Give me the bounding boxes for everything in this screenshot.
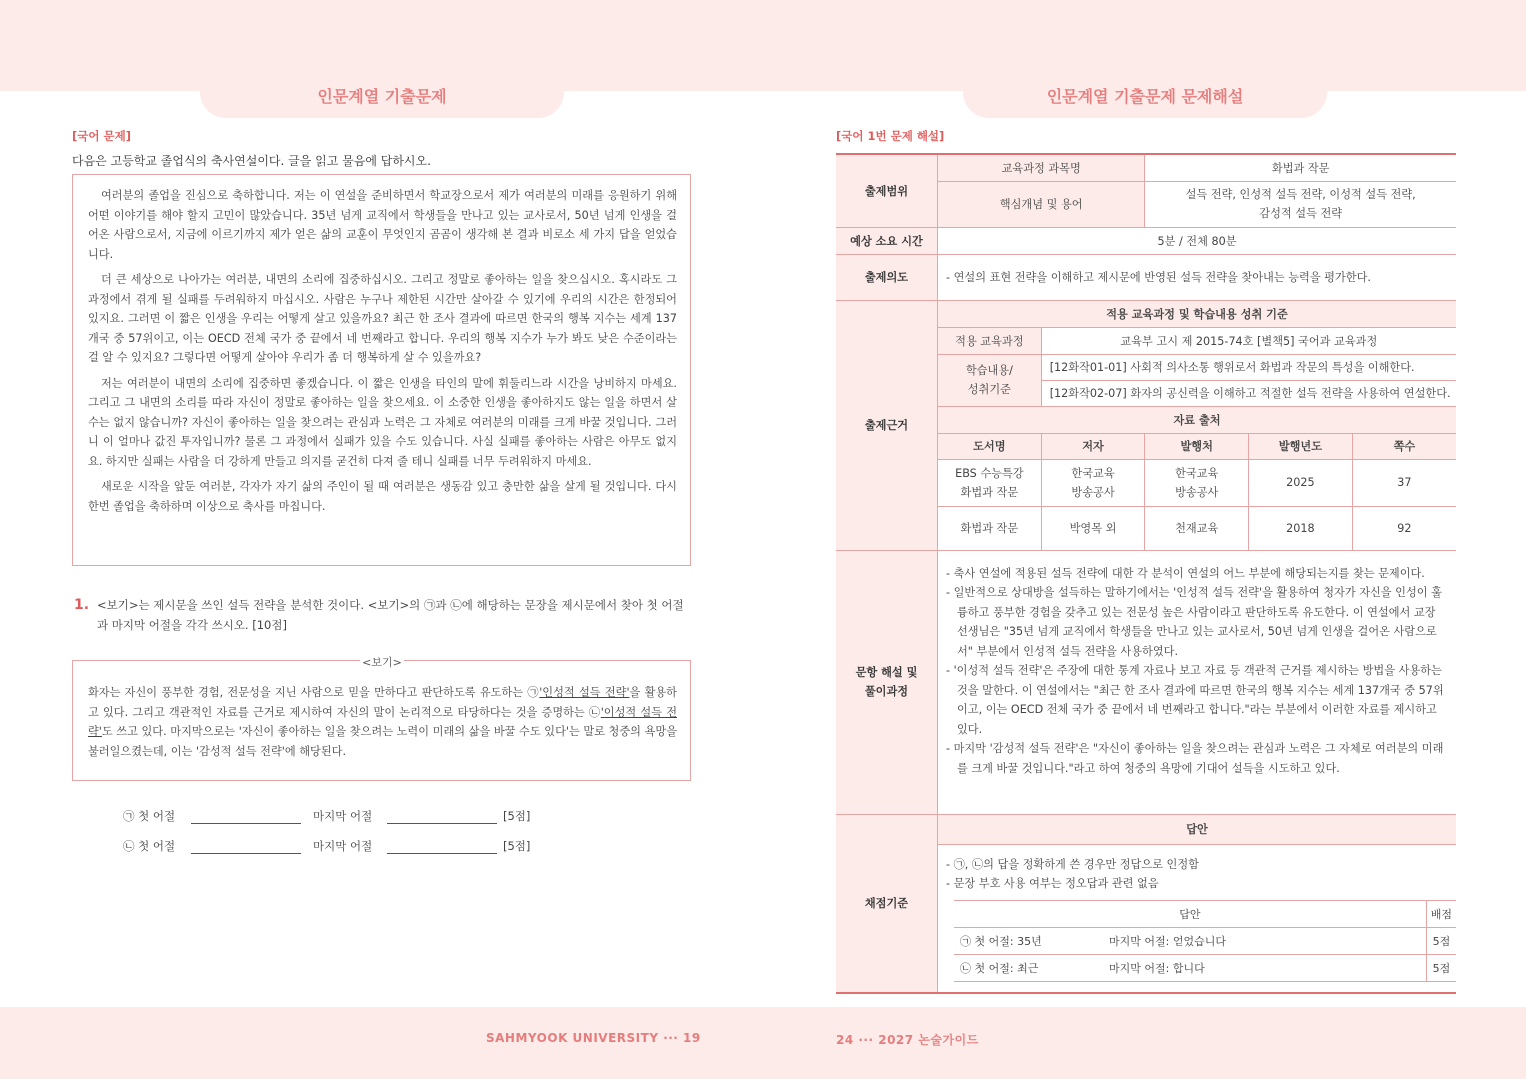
question-intro: 다음은 고등학교 졸업식의 축사연설이다. 글을 읽고 물음에 답하시오. [72,154,431,168]
score-head-answer: 답안 [954,900,1426,927]
scope-label: 출제범위 [836,154,938,227]
answer-blank-last[interactable] [387,823,497,824]
explain-item: - 일반적으로 상대방을 설득하는 말하기에서는 '인성적 설득 전략'을 활용하여 청자가 자신을 인성이 훌륭하고 풍부한 경험을 갖추고 있는 전문성 높은 사람이라고 판단하도록 유도한다. 이 연설에서 교장 선생님은 "35년 넘게 교직에서 학생들을 만나고 있는 교사로서, 50년 넘게 인생을 걸어온 사람으로서" 부분에서 인성적 설득 전략을 사용하였다. [946,586,1442,658]
source-book: 화법과 작문 [938,506,1042,550]
source-publisher-line: 방송공사 [1175,485,1219,499]
passage-paragraph: 더 큰 세상으로 나아가는 여러분, 내면의 소리에 집중하십시오. 그리고 정말로 좋아하는 일을 찾으십시오. 혹시라도 그 과정에서 겪게 될 실패를 두려워하지 마십시오. 사람은 누구나 제한된 시간만 살아갈 수 있기에 우리의 시간은 한정되어 있지요. 그러면 이 짧은 인생을 우리는 어떻게 살고 있을까요? 최근 한 조사 결과에 따르면 한국의 행복 지수는 세계 137개국 중 57위이고, 이는 OECD 전체 국가 중 끝에서 네 번째라고 합니다. 우리의 행복 지수가 누가 봐도 낮은 수준이라는 걸 알 수 있지요? 그렇다면 어떻게 살아야 우리가 좀 더 행복하게 살 수 있을까요? [88,273,677,364]
standards-head: 적용 교육과정 및 학습내용 성취 기준 [938,300,1457,327]
explain-item: - 마지막 '감성적 설득 전략'은 "자신이 좋아하는 일을 찾으려는 관심과 노력은 그 자체로 여러분의 미래를 크게 바꿀 것입니다."라고 하여 청중의 욕망에 기대어 설득을 시도하고 있다. [946,742,1444,775]
basis-label: 출제근거 [836,300,938,550]
achieve-standard-1: [12화작01-01] 사회적 의사소통 행위로서 화법과 작문의 특성을 이해한다. [1041,354,1456,380]
source-col-author: 저자 [1041,433,1145,459]
explain-item: - '이성적 설득 전략'은 주장에 대한 통계 자료나 보고 자료 등 객관적 근거를 제시하는 방법을 사용하는 것을 말한다. 이 연설에서는 "최근 한 조사 결과에 따르면 한국의 행복 지수는 세계 137개국 중 57위이고, 이는 OECD 전체 국가 중 끝에서 네 번째라고 합니다."라는 부분에서 이러한 자료를 제시하고 있다. [946,664,1444,736]
right-footer: 24 ··· 2027 논술가이드 [836,1033,979,1047]
answer-head: 답안 [938,814,1457,844]
answer-first-label: ㉡ 첫 어절 [123,839,176,853]
bogi-underline-1: '인성적 설득 전략' [539,686,630,699]
achieve-label [938,354,1042,406]
passage-paragraph: 여러분의 졸업을 진심으로 축하합니다. 저는 이 연설을 준비하면서 학교장으로서 제가 여러분의 미래를 응원하기 위해 어떤 이야기를 해야 할지 고민이 많았습니다. 35년 넘게 교직에서 학생들을 만나고 있는 교사로서, 50년 넘게 인생을 걸어온 사람으로서, 지금에 이르기까지 제가 얻은 삶의 교훈이 무엇인지 곰곰이 생각해 본 결과 비로소 세 가지 답을 얻었습니다. [88,189,677,261]
table-row [954,954,1456,981]
score-table [954,900,1456,982]
grading-note: - 문장 부호 사용 여부는 정오답과 관련 없음 [946,877,1159,890]
score-points: 5점 [1426,954,1456,981]
source-pages: 92 [1352,506,1456,550]
key-concepts-line: 설득 전략, 인성적 설득 전략, 이성적 설득 전략, [1185,188,1416,201]
score-first: ㉡ 첫 어절: 최근 [954,954,1109,981]
passage-paragraph: 저는 여러분이 내면의 소리에 집중하면 좋겠습니다. 이 짧은 인생을 타인의 말에 휘둘리느라 시간을 낭비하지 마세요. 그리고 그 내면의 소리를 따라 자신이 정말로 좋아하는 일을 찾으세요. 이 소중한 인생을 좋아하지도 않는 일을 하면서 살 수는 없지 않습니까? 자신이 좋아하는 일을 찾으려는 관심과 노력은 그 자체로 여러분의 미래를 크게 바꿀 것입니다. 그러니 이 얼마나 값진 투자입니까? 물론 그 과정에서 실패가 있을 수도 있습니다. 사실 실패를 좋아하는 사람은 아무도 없지요. 하지만 실패는 사람을 더 강하게 만들고 의지를 굳건히 다져 줄 테니 실패를 너무 두려워하지 마세요. [88,376,677,468]
source-book-line: EBS 수능특강 [955,466,1024,480]
source-year: 2025 [1249,459,1353,506]
source-year: 2018 [1249,506,1353,550]
grading-body [938,844,1457,993]
bogi-underline-2: '이성적 설득 전략' [88,705,678,738]
right-page-title: 인문계열 기출문제 문제해설 [963,72,1327,118]
bogi-text: 을 활용하고 있다. 그리고 객관적인 자료를 근거로 제시하여 자신의 말이 논리적으로 타당하다는 것을 증명하는 ㉡ [88,686,677,719]
key-concepts-line: 감성적 설득 전략 [1259,207,1343,220]
source-book [938,459,1042,506]
explain-body [938,550,1457,814]
answer-points: [5점] [503,809,531,823]
answer-points: [5점] [503,839,531,853]
passage-paragraph: 새로운 시작을 앞둔 여러분, 각자가 자기 삶의 주인이 될 때 여러분은 생동감 있고 충만한 삶을 살게 될 것입니다. 다시 한번 졸업을 축하하며 이상으로 축사를 마칩니다. [88,480,677,513]
score-first: ㉠ 첫 어절: 35년 [954,927,1109,954]
key-concepts-label: 핵심개념 및 용어 [938,181,1145,227]
source-author: 박영목 외 [1041,506,1145,550]
source-publisher-line: 한국교육 [1175,466,1219,480]
explanation-table [836,153,1456,994]
score-last: 마지막 어절: 합니다 [1109,954,1426,981]
key-concepts [1145,181,1456,227]
answer-last-label: 마지막 어절 [313,839,373,853]
source-col-publisher: 발행처 [1145,433,1249,459]
left-section-label: [국어 문제] [72,129,131,143]
source-col-book: 도서명 [938,433,1042,459]
explain-label-line: 풀이과정 [864,685,909,698]
grading-note: - ㉠, ㉡의 답을 정확하게 쓴 경우만 정답으로 인정함 [946,857,1199,871]
achieve-label-line: 학습내용/ [965,364,1013,377]
passage-box [72,174,691,566]
table-row [954,927,1456,954]
answer-last-label: 마지막 어절 [313,809,373,823]
source-author-line: 한국교육 [1071,466,1115,480]
source-col-year: 발행년도 [1249,433,1353,459]
source-publisher [1145,459,1249,506]
score-last: 마지막 어절: 얻었습니다 [1109,927,1426,954]
applied-label: 적용 교육과정 [938,327,1042,354]
grading-label: 채점기준 [836,814,938,993]
score-points: 5점 [1426,927,1456,954]
answer-blank-last[interactable] [387,853,497,854]
intent-label: 출제의도 [836,254,938,300]
bogi-text: 도 쓰고 있다. 마지막으로는 '자신이 좋아하는 일을 찾으려는 노력이 미래의 삶을 바꿀 수도 있다'는 말로 청중의 욕망을 불러일으켰는데, 이는 '감성적 설득 전략'에 해당된다. [88,725,677,758]
source-book-line: 화법과 작문 [960,485,1019,499]
source-publisher: 천재교육 [1145,506,1249,550]
question-text: <보기>는 제시문을 쓰인 설득 전략을 분석한 것이다. <보기>의 ㉠과 ㉡에 해당하는 문장을 제시문에서 찾아 첫 어절과 마지막 어절을 각각 쓰시오. [10점] [97,598,684,632]
explain-item: - 축사 연설에 적용된 설득 전략에 대한 각 분석이 연설의 어느 부분에 해당되는지를 찾는 문제이다. [946,566,1425,580]
right-section-label: [국어 1번 문제 해설] [836,129,945,143]
bogi-title: <보기> [360,654,404,670]
source-head: 자료 출처 [938,406,1457,433]
curriculum-subject-label: 교육과정 과목명 [938,154,1145,181]
achieve-label-line: 성취기준 [967,383,1011,396]
explain-label-line: 문항 해설 및 [855,666,918,679]
achieve-standard-2: [12화작02-07] 화자의 공신력을 이해하고 적절한 설득 전략을 사용하여 연설한다. [1041,380,1456,406]
question-number: 1. [74,597,90,613]
answer-row-2 [123,838,543,858]
answer-row-1 [123,808,543,828]
left-footer: SAHMYOOK UNIVERSITY ··· 19 [486,1031,701,1045]
source-author-line: 방송공사 [1071,485,1115,499]
time-value: 5분 / 전체 80분 [938,227,1457,254]
applied-value: 교육부 고시 제 2015-74호 [별책5] 국어과 교육과정 [1041,327,1456,354]
curriculum-subject: 화법과 작문 [1145,154,1456,181]
left-page-title: 인문계열 기출문제 [200,72,564,118]
explain-label [836,550,938,814]
source-author [1041,459,1145,506]
bogi-box [72,660,691,781]
bottom-band [0,1007,1526,1079]
time-label: 예상 소요 시간 [836,227,938,254]
bogi-text: 화자는 자신이 풍부한 경험, 전문성을 지닌 사람으로 믿을 만하다고 판단하도록 유도하는 ㉠ [88,686,540,699]
answer-blank-first[interactable] [191,853,301,854]
score-head-points: 배점 [1426,900,1456,927]
intent-text: - 연설의 표현 전략을 이해하고 제시문에 반영된 설득 전략을 찾아내는 능력을 평가한다. [938,254,1457,300]
source-pages: 37 [1352,459,1456,506]
source-col-pages: 쪽수 [1352,433,1456,459]
answer-blank-first[interactable] [191,823,301,824]
answer-first-label: ㉠ 첫 어절 [123,809,176,823]
